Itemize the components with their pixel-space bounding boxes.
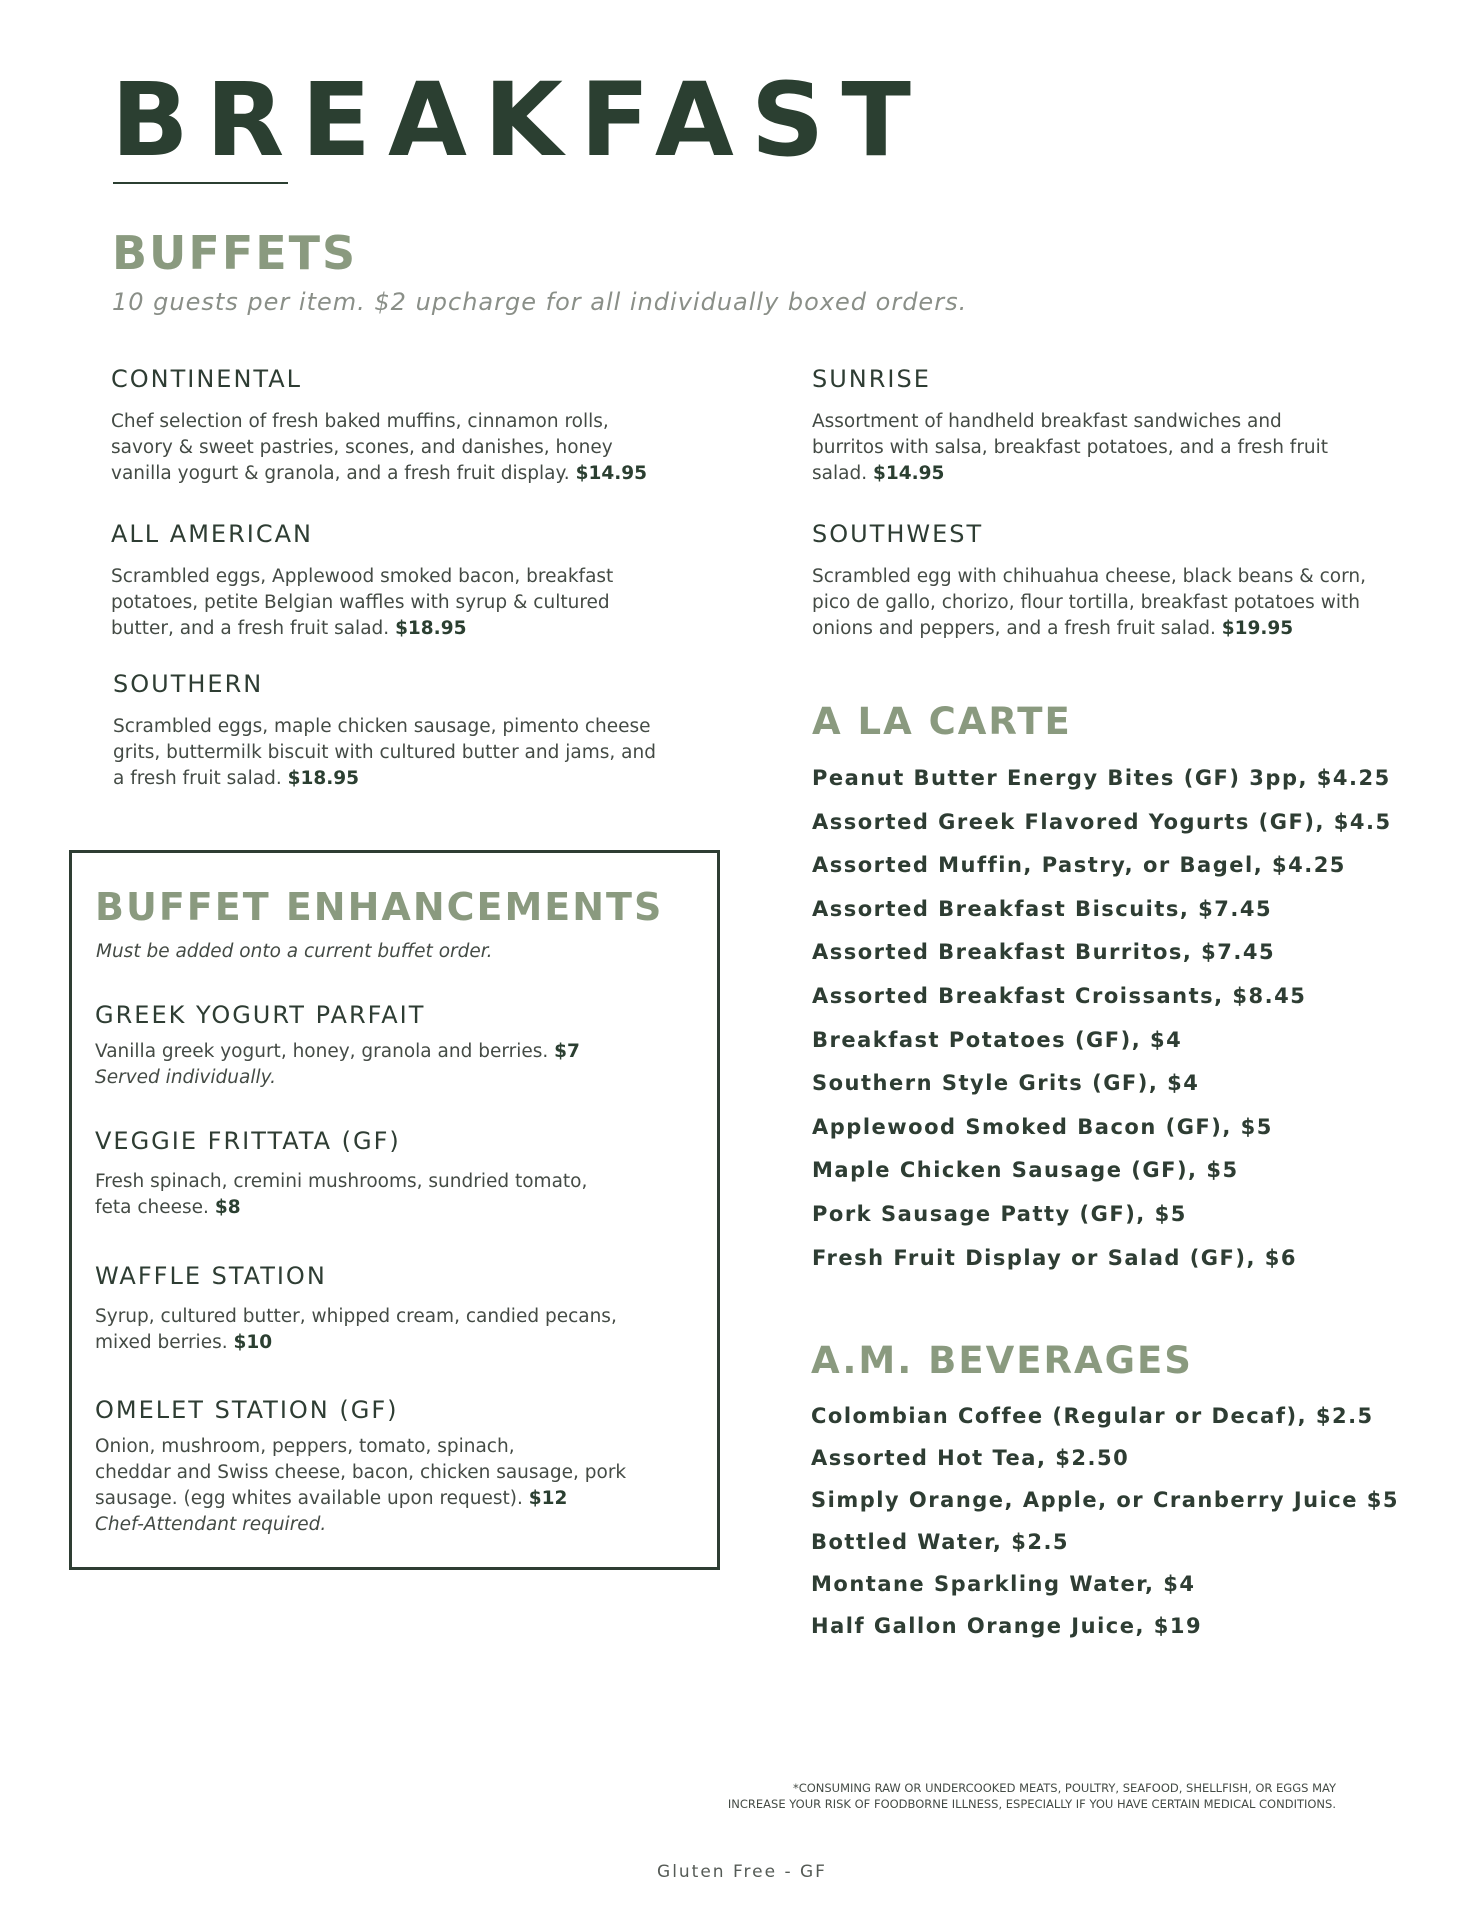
description-line: mixed berries. $10 [95,1332,273,1353]
description-line: feta cheese. $8 [95,1197,241,1218]
buffet-southwest [812,522,1366,642]
enhancement-title: GREEK YOGURT PARFAIT [95,1001,426,1029]
description-line: burritos with salsa, breakfast potatoes, and a fresh fruit [812,437,1329,458]
enhancement-greek-yogurt-parfait [95,1003,580,1091]
a-la-carte-item: Assorted Breakfast Croissants, $8.45 [812,983,1307,1008]
a-la-carte-list [812,757,1392,1280]
disclaimer-line: INCREASE YOUR RISK OF FOODBORNE ILLNESS, ESPECIALLY IF YOU HAVE CERTAIN MEDICAL CONDITIONS. [727,1797,1336,1811]
beverage-item: Colombian Coffee (Regular or Decaf), $2.5 [811,1404,1374,1428]
buffet-description [812,564,1366,642]
a-la-carte-item: Assorted Breakfast Burritos, $7.45 [812,940,1276,965]
description-line: sausage. (egg whites available upon request). $12 [95,1488,568,1509]
enhancements-heading: BUFFET ENHANCEMENTS [95,885,664,929]
enhancement-extra-note: Served individually. [95,1067,276,1088]
beverage-item: Half Gallon Orange Juice, $19 [811,1614,1203,1638]
enhancements-note: Must be added onto a current buffet order. [96,941,493,962]
a-la-carte-item: Assorted Breakfast Biscuits, $7.45 [812,896,1273,921]
description-line: cheddar and Swiss cheese, bacon, chicken sausage, pork [95,1462,627,1483]
description-line: Assortment of handheld breakfast sandwiches and [812,411,1282,432]
a-la-carte-item: Applewood Smoked Bacon (GF), $5 [812,1114,1273,1139]
title-underline [113,182,288,184]
buffet-description [812,409,1328,487]
enhancement-veggie-frittata [95,1129,587,1221]
buffet-title: SUNRISE [812,365,931,393]
gluten-free-legend: Gluten Free - GF [657,1862,827,1882]
description-line: Onion, mushroom, peppers, tomato, spinach, [95,1436,515,1457]
description-line: a fresh fruit salad. $18.95 [113,768,360,789]
buffet-title: CONTINENTAL [111,365,302,393]
enhancement-title: OMELET STATION (GF) [95,1396,399,1424]
description-line: Scrambled egg with chihuahua cheese, black beans & corn, [812,566,1366,587]
description-line: salad. $14.95 [812,463,945,484]
price: $18.95 [395,618,467,639]
enhancement-extra-note: Chef-Attendant required. [95,1514,327,1535]
enhancement-description [95,1169,587,1221]
a-la-carte-item: Pork Sausage Patty (GF), $5 [812,1201,1187,1226]
disclaimer-line: *CONSUMING RAW OR UNDERCOOKED MEATS, POULTRY, SEAFOOD, SHELLFISH, OR EGGS MAY [792,1781,1336,1795]
enhancement-omelet-station [95,1398,626,1538]
description-line: pico de gallo, chorizo, flour tortilla, breakfast potatoes with [812,592,1360,613]
a-la-carte-item: Fresh Fruit Display or Salad (GF), $6 [812,1245,1297,1270]
beverage-item: Assorted Hot Tea, $2.50 [811,1446,1130,1470]
a-la-carte-item: Peanut Butter Energy Bites (GF) 3pp, $4.25 [812,766,1391,790]
description-line: vanilla yogurt & granola, and a fresh fruit display. $14.95 [111,463,647,484]
price: $8 [214,1197,241,1218]
a-la-carte-item: Assorted Muffin, Pastry, or Bagel, $4.25 [812,853,1346,878]
price: $14.95 [872,463,945,484]
buffet-description [111,409,647,487]
price: $14.95 [575,463,647,484]
description-line: Fresh spinach, cremini mushrooms, sundried tomato, [95,1171,588,1192]
beverages-heading: A.M. BEVERAGES [811,1339,1193,1382]
enhancement-title: VEGGIE FRITTATA (GF) [95,1127,401,1155]
a-la-carte-item: Assorted Greek Flavored Yogurts (GF), $4.5 [812,809,1392,834]
enhancement-description [95,1304,617,1356]
buffet-title: ALL AMERICAN [111,520,313,548]
beverage-item: Bottled Water, $2.5 [811,1530,1070,1554]
description-line: savory & sweet pastries, scones, and danishes, honey [111,437,613,458]
page-title: BREAKFAST [111,61,928,180]
description-line: potatoes, petite Belgian waffles with syrup & cultured [111,592,610,613]
buffet-description [111,564,613,642]
buffet-sunrise [812,367,1328,487]
beverage-item: Simply Orange, Apple, or Cranberry Juice $5 [811,1488,1400,1512]
food-safety-disclaimer [616,1780,1336,1812]
buffet-southern [113,672,656,792]
a-la-carte-item: Maple Chicken Sausage (GF), $5 [812,1158,1239,1183]
a-la-carte-item: Southern Style Grits (GF), $4 [812,1071,1200,1096]
price: $7 [554,1041,580,1062]
a-la-carte-item: Breakfast Potatoes (GF), $4 [812,1027,1183,1052]
description-line: Vanilla greek yogurt, honey, granola and berries. $7 [95,1041,580,1062]
description-line: Scrambled eggs, maple chicken sausage, pimento cheese [113,716,651,737]
description-line: onions and peppers, and a fresh fruit salad. $19.95 [812,618,1294,639]
buffets-heading: BUFFETS [112,226,358,280]
description-line: butter, and a fresh fruit salad. $18.95 [111,618,467,639]
buffet-title: SOUTHWEST [812,520,984,548]
price: $18.95 [287,768,360,789]
description-line: Scrambled eggs, Applewood smoked bacon, breakfast [111,566,614,587]
description-line: Chef selection of fresh baked muffins, cinnamon rolls, [111,411,609,432]
enhancement-waffle-station [95,1264,617,1356]
buffets-note: 10 guests per item. $2 upcharge for all individually boxed orders. [112,288,968,316]
price: $19.95 [1221,618,1294,639]
buffet-all-american [111,522,613,642]
enhancement-description [95,1039,580,1091]
description-line: Syrup, cultured butter, whipped cream, candied pecans, [95,1306,617,1327]
beverage-item: Montane Sparkling Water, $4 [811,1572,1196,1596]
price: $10 [233,1332,273,1353]
description-line: grits, buttermilk biscuit with cultured butter and jams, and [113,742,656,763]
buffet-continental [111,367,647,487]
buffet-description [113,714,656,792]
enhancement-description [95,1434,626,1538]
buffet-title: SOUTHERN [113,670,264,698]
a-la-carte-heading: A LA CARTE [812,700,1072,743]
enhancement-title: WAFFLE STATION [95,1262,327,1290]
beverages-list [811,1395,1399,1647]
price: $12 [528,1488,568,1509]
